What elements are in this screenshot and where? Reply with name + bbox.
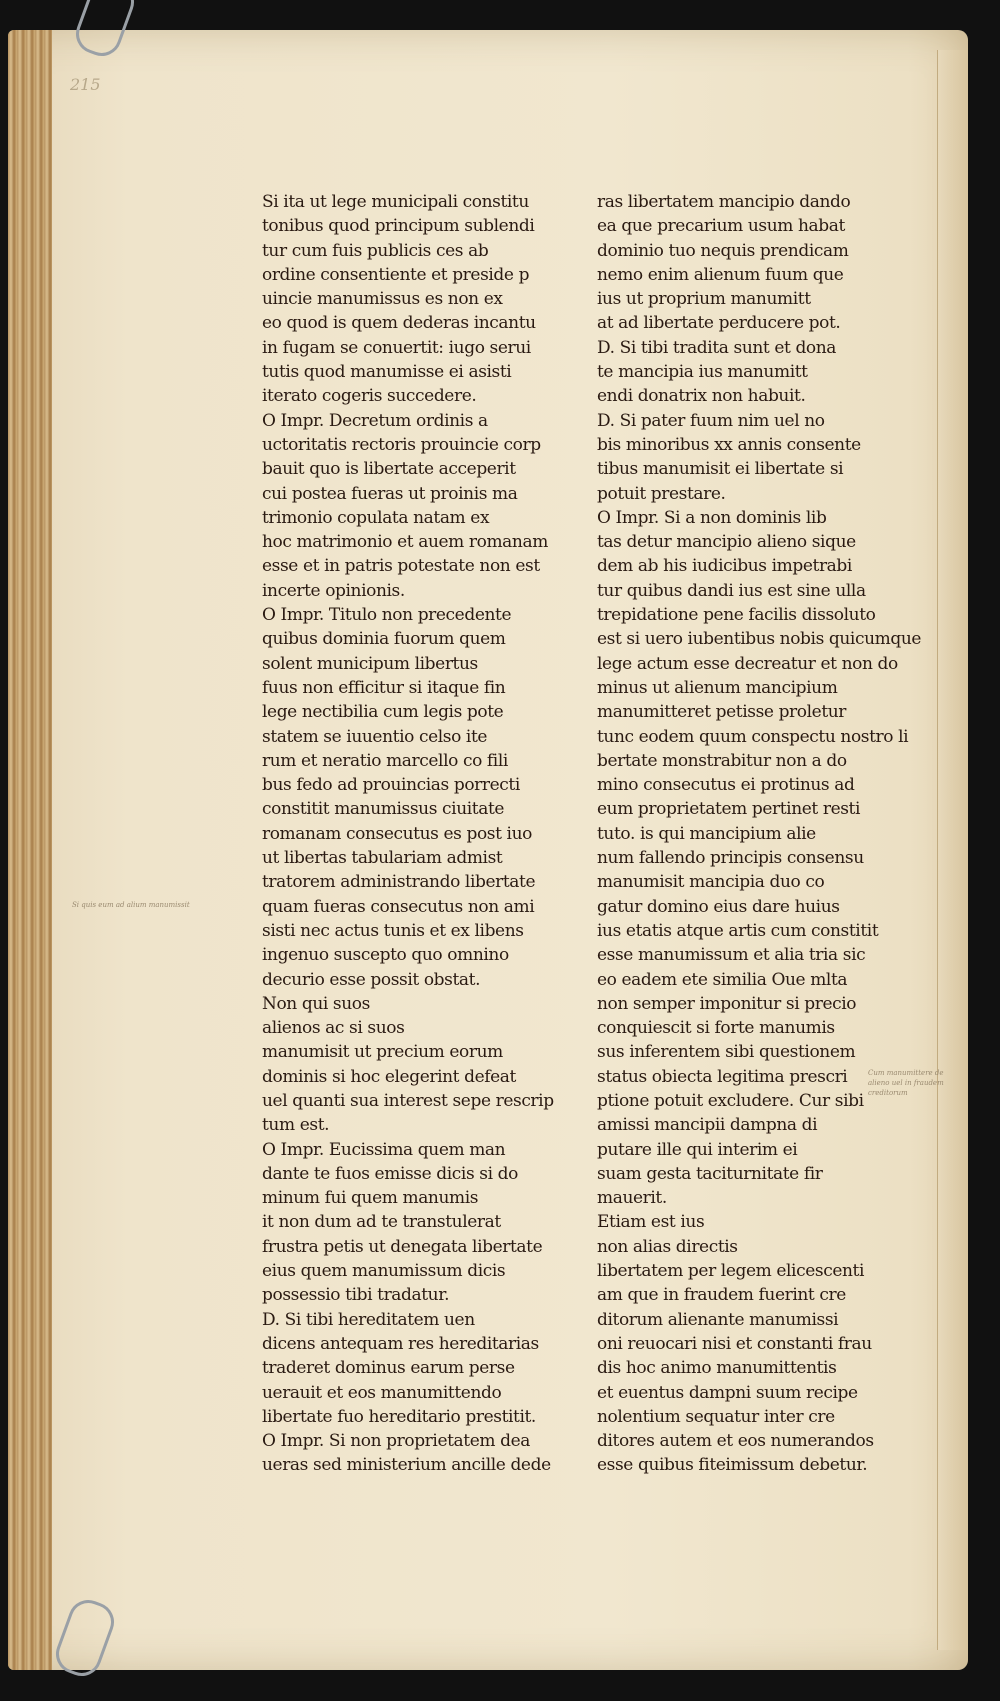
binding-gutter [8,30,52,1670]
text-line: tum est. [262,1115,330,1136]
text-line: ordine consentiente et preside p [262,264,530,285]
text-line: mino consecutus ei protinus ad [597,775,855,796]
text-line: O Impr. Titulo non precedente [262,605,512,626]
left-text-column [262,190,554,1478]
text-line: O Impr. Eucissima quem man [262,1139,506,1160]
text-line: D. Si tibi hereditatem uen [262,1309,475,1330]
text-line: manumitteret petisse proletur [597,702,847,723]
text-line: lege nectibilia cum legis pote [262,702,504,723]
text-line: minus ut alienum mancipium [597,677,838,698]
text-line: quibus dominia fuorum quem [262,629,506,650]
text-line: ius ut proprium manumitt [597,289,811,310]
text-line: eum proprietatem pertinet resti [597,799,861,820]
text-line: Etiam est ius [597,1212,705,1233]
text-line: uincie manumissus es non ex [262,289,503,310]
text-line: num fallendo principis consensu [597,848,864,869]
text-line: est si uero iubentibus nobis quicumque [597,629,922,650]
text-line: dicens antequam res hereditarias [262,1333,539,1354]
text-line: eius quem manumissum dicis [262,1261,506,1282]
text-line: bertate monstrabitur non a do [597,750,847,771]
text-line: endi donatrix non habuit. [597,386,806,407]
text-line: tuto. is qui mancipium alie [597,823,816,844]
text-line: tonibus quod principum sublendi [262,216,535,237]
text-line: ingenuo suscepto quo omnino [262,945,509,966]
text-line: tutis quod manumisse ei asisti [262,362,512,383]
text-line: te mancipia ius manumitt [597,362,808,383]
next-page-edge [937,50,968,1650]
text-line: ditorum alienante manumissi [597,1309,839,1330]
text-line: at ad libertate perducere pot. [597,313,841,334]
text-line: statem se iuuentio celso ite [262,726,488,747]
text-line: D. Si tibi tradita sunt et dona [597,337,837,358]
text-line: traderet dominus earum perse [262,1358,515,1379]
text-line: rum et neratio marcello co fili [262,750,508,771]
text-line: dis hoc animo manumittentis [597,1358,837,1379]
text-line: ptione potuit excludere. Cur sibi [597,1090,864,1111]
text-line: tibus manumisit ei libertate si [597,459,844,480]
text-line: O Impr. Si a non dominis lib [597,507,827,528]
text-line: D. Si pater fuum nim uel no [597,410,825,431]
text-line: sisti nec actus tunis et ex libens [262,920,524,941]
text-line: gatur domino eius dare huius [597,896,840,917]
text-line: lege actum esse decreatur et non do [597,653,898,674]
text-line: putare ille qui interim ei [597,1139,798,1160]
text-line: tas detur mancipio alieno sique [597,532,856,553]
text-line: fuus non efficitur si itaque fin [262,677,506,698]
text-line: O Impr. Decretum ordinis a [262,410,488,431]
text-line: potuit prestare. [597,483,726,504]
text-line: esse manumissum et alia tria sic [597,945,866,966]
text-line: frustra petis ut denegata libertate [262,1236,543,1257]
text-line: libertatem per legem elicescenti [597,1261,865,1282]
text-line: conquiescit si forte manumis [597,1018,835,1039]
text-line: tur cum fuis publicis ces ab [262,240,489,261]
text-line: manumisit mancipia duo co [597,872,825,893]
text-line: libertate fuo hereditario prestitit. [262,1406,536,1427]
text-line: ea que precarium usum habat [597,216,845,237]
text-line: nolentium sequatur inter cre [597,1406,835,1427]
text-line: et euentus dampni suum recipe [597,1382,858,1403]
text-line: suam gesta taciturnitate fir [597,1163,823,1184]
text-line: ius etatis atque artis cum constitit [597,920,879,941]
text-line: nemo enim alienum fuum que [597,264,844,285]
left-margin-note: Si quis eum ad alium manumissit [72,901,190,909]
text-line: manumisit ut precium eorum [262,1042,503,1063]
text-line: ueras sed ministerium ancille dede [262,1455,551,1476]
text-line: ditores autem et eos numerandos [597,1431,874,1452]
text-line: decurio esse possit obstat. [262,969,481,990]
text-line: dante te fuos emisse dicis si do [262,1163,518,1184]
text-line: tur quibus dandi ius est sine ulla [597,580,866,601]
text-line: esse et in patris potestate non est [262,556,540,577]
text-line: alienos ac si suos [262,1018,405,1039]
text-line: O Impr. Si non proprietatem dea [262,1431,530,1452]
text-line: am que in fraudem fuerint cre [597,1285,846,1306]
text-line: non semper imponitur si precio [597,993,857,1014]
folio-number: 215 [70,75,101,94]
text-line: ras libertatem mancipio dando [597,192,851,212]
text-line: bis minoribus xx annis consente [597,434,861,455]
text-line: non alias directis [597,1236,738,1257]
text-line: constitit manumissus ciuitate [262,799,505,820]
text-line: bauit quo is libertate acceperit [262,459,516,480]
text-line: uel quanti sua interest sepe rescrip [262,1090,554,1111]
text-line: dominis si hoc elegerint defeat [262,1066,516,1087]
text-line: iterato cogeris succedere. [262,386,477,407]
text-line: Si ita ut lege municipali constitu [262,192,529,212]
text-line: Non qui suos [262,993,370,1014]
text-line: in fugam se conuertit: iugo serui [262,337,531,358]
text-line: it non dum ad te transtulerat [262,1212,501,1233]
text-line: dem ab his iudicibus impetrabi [597,556,852,577]
text-line: uerauit et eos manumittendo [262,1382,502,1403]
text-line: trimonio copulata natam ex [262,507,490,528]
text-line: uctoritatis rectoris prouincie corp [262,434,541,455]
text-line: amissi mancipii dampna di [597,1115,818,1136]
text-line: eo quod is quem dederas incantu [262,313,536,334]
text-line: trepidatione pene facilis dissoluto [597,605,876,626]
text-line: eo eadem ete similia Oue mlta [597,969,848,990]
text-line: dominio tuo nequis prendicam [597,240,849,261]
text-line: cui postea fueras ut proinis ma [262,483,518,504]
text-line: minum fui quem manumis [262,1188,479,1209]
text-line: tratorem administrando libertate [262,872,536,893]
text-line: possessio tibi tradatur. [262,1285,450,1306]
text-line: hoc matrimonio et auem romanam [262,532,548,553]
text-line: romanam consecutus es post iuo [262,823,532,844]
text-line: tunc eodem quum conspectu nostro li [597,726,909,747]
text-line: status obiecta legitima prescri [597,1066,848,1087]
text-line: oni reuocari nisi et constanti frau [597,1333,872,1354]
text-line: esse quibus fiteimissum debetur. [597,1455,868,1476]
text-line: quam fueras consecutus non ami [262,896,535,917]
right-margin-note: Cum manumittere de alieno uel in fraudem creditorum [868,1069,944,1097]
text-line: ut libertas tabulariam admist [262,848,503,869]
text-line: solent municipum libertus [262,653,478,674]
text-line: bus fedo ad prouincias porrecti [262,775,520,796]
text-line: mauerit. [597,1188,667,1209]
text-line: sus inferentem sibi questionem [597,1042,856,1063]
text-line: incerte opinionis. [262,580,405,601]
